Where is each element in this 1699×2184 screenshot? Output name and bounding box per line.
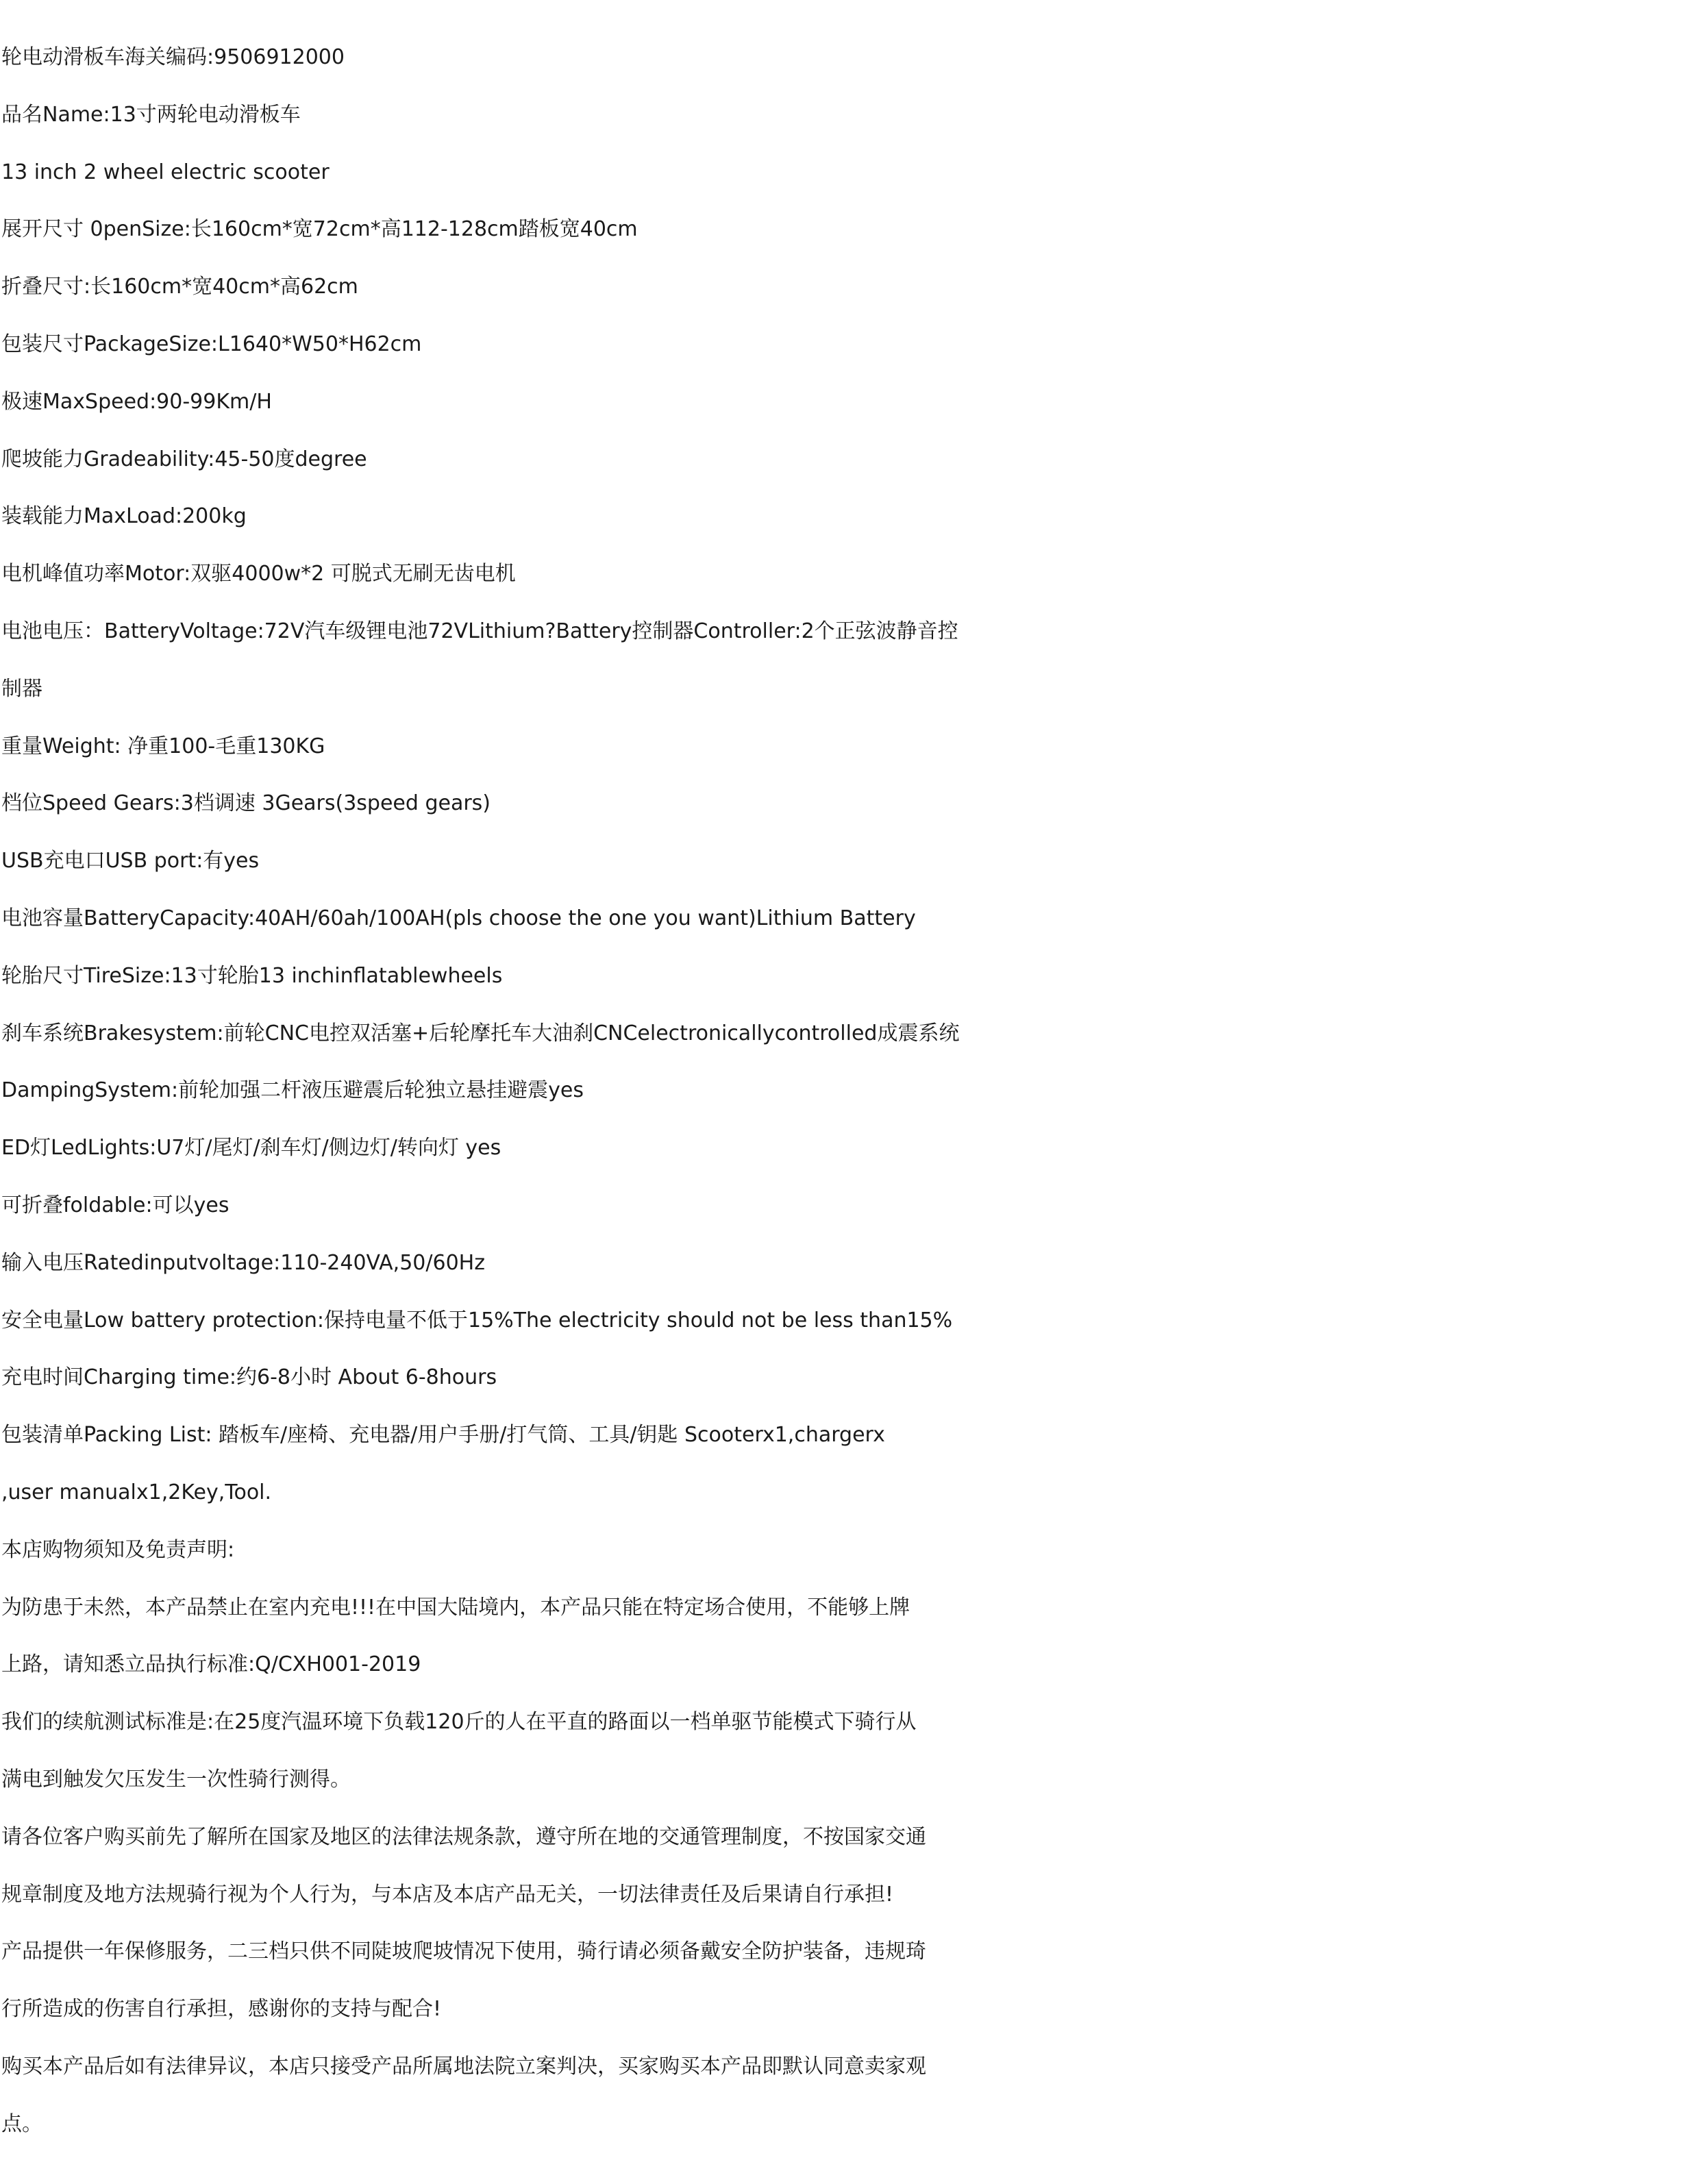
battery-capacity-line: 电池容量BatteryCapacity:40AH/60ah/100AH(pls choose the one you want)Lithium Battery xyxy=(1,906,916,930)
damping-system-line: DampingSystem:前轮加强二杆液压避震后轮独立悬挂避震yes xyxy=(1,1078,584,1103)
led-lights-line: ED灯LedLights:U7灯/尾灯/刹车灯/侧边灯/转向灯 yes xyxy=(1,1136,501,1161)
packing-list-line-continued: ,user manualx1,2Key,Tool. xyxy=(1,1480,272,1504)
gradeability-line: 爬坡能力Gradeability:45-50度degree xyxy=(1,447,367,471)
usb-port-line: USB充电口USB port:有yes xyxy=(1,849,260,873)
max-speed-line: 极速MaxSpeed:90-99Km/H xyxy=(1,389,272,414)
packing-list-line: 包装清单Packing List: 踏板车/座椅、充电器/用户手册/打气筒、工具/钥匙 Scooterx1,chargerx xyxy=(1,1423,885,1448)
indoor-charging-notice-line: 为防患于未然，本产品禁止在室内充电!!!在中国大陆境内，本产品只能在特定场合使用，不能够上牌 xyxy=(1,1595,910,1620)
open-size-line: 展开尺寸 0penSize:长160cm*宽72cm*高112-128cm踏板宽40cm xyxy=(1,217,638,242)
range-test-standard-line: 我们的续航测试标准是:在25度汽温环境下负载120斤的人在平直的路面以一档单驱节能模式下骑行从 xyxy=(1,1710,917,1735)
disclaimer-heading: 本店购物须知及免责声明: xyxy=(1,1537,235,1562)
brake-system-line: 刹车系统Brakesystem:前轮CNC电控双活塞+后轮摩托车大油刹CNCelectronicallycontrolled成震系统 xyxy=(1,1021,960,1045)
battery-voltage-line: 电池电压：BatteryVoltage:72V汽车级锂电池72VLithium?Battery控制器Controller:2个正弦波静音控 xyxy=(1,619,958,643)
package-size-line: 包装尺寸PackageSize:L1640*W50*H62cm xyxy=(1,332,422,356)
legal-dispute-line-continued: 点。 xyxy=(1,2111,42,2136)
spec-document xyxy=(0,29,1692,2152)
customs-code-line: 轮电动滑板车海关编码:9506912000 xyxy=(1,45,345,69)
product-name-english-line: 13 inch 2 wheel electric scooter xyxy=(1,160,330,184)
weight-line: 重量Weight: 净重100-毛重130KG xyxy=(1,734,325,758)
low-battery-protection-line: 安全电量Low battery protection:保持电量不低于15%The electricity should not be less than15% xyxy=(1,1308,953,1332)
max-load-line: 装载能力MaxLoad:200kg xyxy=(1,504,247,529)
range-test-standard-line-continued: 满电到触发欠压发生一次性骑行测得。 xyxy=(1,1767,351,1791)
legal-compliance-line-continued: 规章制度及地方法规骑行视为个人行为，与本店及本店产品无关，一切法律责任及后果请自行承担! xyxy=(1,1882,894,1907)
battery-voltage-line-continued: 制器 xyxy=(1,676,42,701)
foldable-line: 可折叠foldable:可以yes xyxy=(1,1193,230,1217)
indoor-charging-notice-line-continued: 上路，请知悉立品执行标准:Q/CXH001-2019 xyxy=(1,1652,421,1677)
legal-compliance-line: 请各位客户购买前先了解所在国家及地区的法律法规条款，遵守所在地的交通管理制度，不按国家交通 xyxy=(1,1824,926,1849)
legal-dispute-line: 购买本产品后如有法律异议，本店只接受产品所属地法院立案判决，买家购买本产品即默认同意卖家观 xyxy=(1,2054,926,2078)
input-voltage-line: 输入电压Ratedinputvoltage:110-240VA,50/60Hz xyxy=(1,1250,485,1275)
tire-size-line: 轮胎尺寸TireSize:13寸轮胎13 inchinflatablewheels xyxy=(1,963,503,988)
charging-time-line: 充电时间Charging time:约6-8小时 About 6-8hours xyxy=(1,1365,497,1390)
warranty-line-continued: 行所造成的伤害自行承担，感谢你的支持与配合! xyxy=(1,1997,442,2022)
folded-size-line: 折叠尺寸:长160cm*宽40cm*高62cm xyxy=(1,275,358,299)
product-name-line: 品名Name:13寸两轮电动滑板车 xyxy=(1,102,301,127)
motor-line: 电机峰值功率Motor:双驱4000w*2 可脱式无刷无齿电机 xyxy=(1,562,516,586)
warranty-line: 产品提供一年保修服务，二三档只供不同陡坡爬坡情况下使用，骑行请必须备戴安全防护装备，违规琦 xyxy=(1,1939,926,1964)
speed-gears-line: 档位Speed Gears:3档调速 3Gears(3speed gears) xyxy=(1,791,491,816)
